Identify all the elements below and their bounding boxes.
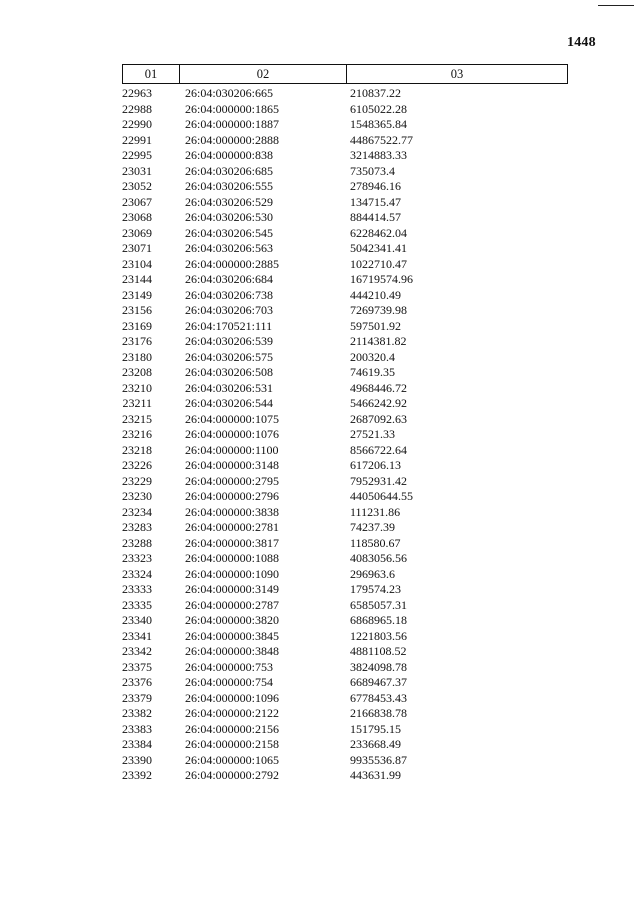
table-row <box>122 102 568 118</box>
value-cell: 151795.15 <box>350 721 401 736</box>
value-cell: 1022710.47 <box>350 256 407 271</box>
value-cell: 7269739.98 <box>350 303 407 317</box>
cadastral-number-cell: 26:04:000000:2885 <box>185 256 280 271</box>
value-cell: 884414.57 <box>350 210 401 224</box>
cadastral-number-cell: 26:04:000000:2781 <box>185 520 280 534</box>
value-cell: 44050644.55 <box>350 489 413 503</box>
value-cell: 210837.22 <box>350 86 401 100</box>
row-number-cell: 23169 <box>122 318 152 333</box>
table-row <box>122 164 568 180</box>
row-number-cell: 23324 <box>122 566 152 581</box>
value-cell: 2166838.78 <box>350 706 407 720</box>
row-number-cell: 22990 <box>122 117 152 131</box>
cadastral-number-cell: 26:04:000000:1065 <box>185 752 280 767</box>
table-row <box>122 226 568 242</box>
value-cell: 1221803.56 <box>350 628 407 643</box>
value-cell: 1548365.84 <box>350 117 407 131</box>
table-row <box>122 489 568 505</box>
column-header-03: 03 <box>450 67 464 81</box>
cadastral-number-cell: 26:04:000000:753 <box>185 659 274 674</box>
table-row <box>122 195 568 211</box>
cadastral-number-cell: 26:04:000000:2792 <box>185 768 280 782</box>
table-row <box>122 86 568 102</box>
row-number-cell: 23226 <box>122 458 152 472</box>
cadastral-number-cell: 26:04:030206:563 <box>185 241 274 255</box>
row-number-cell: 23176 <box>122 334 152 348</box>
row-number-cell: 23340 <box>122 613 152 627</box>
value-cell: 179574.23 <box>350 582 401 596</box>
cadastral-number-cell: 26:04:030206:544 <box>185 396 274 410</box>
cadastral-number-cell: 26:04:000000:1887 <box>185 117 280 131</box>
table-row <box>122 427 568 443</box>
table-row <box>122 629 568 645</box>
cadastral-number-cell: 26:04:030206:665 <box>185 86 274 100</box>
row-number-cell: 23180 <box>122 349 152 364</box>
value-cell: 5042341.41 <box>350 241 407 255</box>
value-cell: 6778453.43 <box>350 690 407 705</box>
cadastral-number-cell: 26:04:000000:1075 <box>185 411 280 426</box>
table-row <box>122 567 568 583</box>
table-row <box>122 737 568 753</box>
row-number-cell: 23215 <box>122 411 152 426</box>
row-number-cell: 23229 <box>122 473 152 488</box>
value-cell: 16719574.96 <box>350 272 413 286</box>
cadastral-number-cell: 26:04:030206:529 <box>185 194 274 209</box>
table-row <box>122 319 568 335</box>
table-row <box>122 412 568 428</box>
row-number-cell: 22988 <box>122 101 152 116</box>
table-row <box>122 334 568 350</box>
cadastral-number-cell: 26:04:000000:3838 <box>185 504 280 519</box>
value-cell: 4881108.52 <box>350 644 407 658</box>
table-row <box>122 133 568 149</box>
cadastral-number-cell: 26:04:000000:1076 <box>185 427 280 441</box>
value-cell: 74619.35 <box>350 365 395 379</box>
cadastral-number-cell: 26:04:000000:754 <box>185 675 274 689</box>
table-row <box>122 288 568 304</box>
value-cell: 200320.4 <box>350 349 395 364</box>
row-number-cell: 23375 <box>122 659 152 674</box>
table-row <box>122 706 568 722</box>
row-number-cell: 23342 <box>122 644 152 658</box>
value-cell: 296963.6 <box>350 566 395 581</box>
value-cell: 3824098.78 <box>350 659 407 674</box>
cadastral-number-cell: 26:04:030206:545 <box>185 225 274 240</box>
value-cell: 6228462.04 <box>350 225 407 240</box>
table-row <box>122 675 568 691</box>
row-number-cell: 23323 <box>122 551 152 565</box>
table-row <box>122 505 568 521</box>
row-number-cell: 23384 <box>122 737 152 751</box>
row-number-cell: 23216 <box>122 427 152 441</box>
row-number-cell: 23383 <box>122 721 152 736</box>
data-table <box>122 64 568 784</box>
value-cell: 278946.16 <box>350 179 401 193</box>
table-row <box>122 350 568 366</box>
table-row <box>122 644 568 660</box>
cadastral-number-cell: 26:04:000000:2158 <box>185 737 280 751</box>
row-number-cell: 23031 <box>122 163 152 178</box>
value-cell: 111231.86 <box>350 504 401 519</box>
row-number-cell: 23156 <box>122 303 152 317</box>
row-number-cell: 22991 <box>122 132 152 147</box>
row-number-cell: 23333 <box>122 582 152 596</box>
cadastral-number-cell: 26:04:000000:3848 <box>185 644 280 658</box>
table-row <box>122 753 568 769</box>
page-number: 1448 <box>567 35 596 50</box>
value-cell: 9935536.87 <box>350 752 407 767</box>
table-row <box>122 520 568 536</box>
cadastral-number-cell: 26:04:000000:2122 <box>185 706 280 720</box>
cadastral-number-cell: 26:04:000000:3817 <box>185 535 280 550</box>
value-cell: 2687092.63 <box>350 411 407 426</box>
row-number-cell: 23211 <box>122 396 152 410</box>
cadastral-number-cell: 26:04:170521:111 <box>185 318 273 333</box>
cadastral-number-cell: 26:04:000000:1090 <box>185 566 280 581</box>
cadastral-number-cell: 26:04:030206:684 <box>185 272 274 286</box>
cadastral-number-cell: 26:04:030206:738 <box>185 287 274 302</box>
cadastral-number-cell: 26:04:030206:531 <box>185 380 274 395</box>
table-row <box>122 303 568 319</box>
table-row <box>122 474 568 490</box>
value-cell: 735073.4 <box>350 163 395 178</box>
row-number-cell: 23234 <box>122 504 152 519</box>
value-cell: 2114381.82 <box>350 334 407 348</box>
value-cell: 6868965.18 <box>350 613 407 627</box>
table-row <box>122 722 568 738</box>
cadastral-number-cell: 26:04:000000:3148 <box>185 458 280 472</box>
table-row <box>122 210 568 226</box>
value-cell: 5466242.92 <box>350 396 407 410</box>
value-cell: 4968446.72 <box>350 380 407 395</box>
cadastral-number-cell: 26:04:030206:703 <box>185 303 274 317</box>
value-cell: 6689467.37 <box>350 675 407 689</box>
value-cell: 4083056.56 <box>350 551 407 565</box>
row-number-cell: 23376 <box>122 675 152 689</box>
row-number-cell: 23210 <box>122 380 152 395</box>
table-header <box>122 64 568 84</box>
value-cell: 617206.13 <box>350 458 401 472</box>
cadastral-number-cell: 26:04:030206:530 <box>185 210 274 224</box>
cadastral-number-cell: 26:04:000000:1100 <box>185 442 279 457</box>
value-cell: 74237.39 <box>350 520 395 534</box>
table-row <box>122 598 568 614</box>
table-row <box>122 613 568 629</box>
table-row <box>122 257 568 273</box>
cadastral-number-cell: 26:04:000000:2156 <box>185 721 280 736</box>
row-number-cell: 22963 <box>122 86 152 100</box>
row-number-cell: 23341 <box>122 628 152 643</box>
cadastral-number-cell: 26:04:000000:2888 <box>185 132 280 147</box>
column-header-01: 01 <box>123 65 180 83</box>
table-row <box>122 443 568 459</box>
cadastral-number-cell: 26:04:030206:508 <box>185 365 274 379</box>
table-row <box>122 365 568 381</box>
cadastral-number-cell: 26:04:030206:555 <box>185 179 274 193</box>
row-number-cell: 23144 <box>122 272 152 286</box>
table-row <box>122 458 568 474</box>
cadastral-number-cell: 26:04:000000:3845 <box>185 628 280 643</box>
row-number-cell: 23068 <box>122 210 152 224</box>
value-cell: 8566722.64 <box>350 442 407 457</box>
cadastral-number-cell: 26:04:000000:1096 <box>185 690 280 705</box>
table-body <box>122 84 568 784</box>
cadastral-number-cell: 26:04:000000:1088 <box>185 551 280 565</box>
value-cell: 233668.49 <box>350 737 401 751</box>
cadastral-number-cell: 26:04:000000:2795 <box>185 473 280 488</box>
value-cell: 3214883.33 <box>350 148 407 162</box>
value-cell: 27521.33 <box>350 427 395 441</box>
value-cell: 6105022.28 <box>350 101 407 116</box>
row-number-cell: 23104 <box>122 256 152 271</box>
cadastral-number-cell: 26:04:030206:575 <box>185 349 274 364</box>
row-number-cell: 23067 <box>122 194 152 209</box>
row-number-cell: 23392 <box>122 768 152 782</box>
row-number-cell: 23218 <box>122 442 152 457</box>
cadastral-number-cell: 26:04:000000:1865 <box>185 101 280 116</box>
row-number-cell: 22995 <box>122 148 152 162</box>
table-row <box>122 179 568 195</box>
value-cell: 444210.49 <box>350 287 401 302</box>
value-cell: 443631.99 <box>350 768 401 782</box>
table-row <box>122 396 568 412</box>
table-row <box>122 241 568 257</box>
cadastral-number-cell: 26:04:000000:3820 <box>185 613 280 627</box>
table-row <box>122 536 568 552</box>
table-row <box>122 272 568 288</box>
cadastral-number-cell: 26:04:030206:685 <box>185 163 274 178</box>
row-number-cell: 23069 <box>122 225 152 240</box>
row-number-cell: 23208 <box>122 365 152 379</box>
value-cell: 44867522.77 <box>350 132 413 147</box>
value-cell: 134715.47 <box>350 194 401 209</box>
row-number-cell: 23379 <box>122 690 152 705</box>
table-row <box>122 768 568 784</box>
row-number-cell: 23335 <box>122 597 152 612</box>
row-number-cell: 23071 <box>122 241 152 255</box>
table-row <box>122 660 568 676</box>
row-number-cell: 23052 <box>122 179 152 193</box>
table-row <box>122 582 568 598</box>
table-row <box>122 148 568 164</box>
value-cell: 6585057.31 <box>350 597 407 612</box>
row-number-cell: 23288 <box>122 535 152 550</box>
row-number-cell: 23283 <box>122 520 152 534</box>
top-rule <box>598 5 634 6</box>
value-cell: 7952931.42 <box>350 473 407 488</box>
cadastral-number-cell: 26:04:000000:3149 <box>185 582 280 596</box>
table-row <box>122 117 568 133</box>
table-row <box>122 551 568 567</box>
row-number-cell: 23382 <box>122 706 152 720</box>
cadastral-number-cell: 26:04:030206:539 <box>185 334 274 348</box>
cadastral-number-cell: 26:04:000000:838 <box>185 148 274 162</box>
value-cell: 118580.67 <box>350 535 401 550</box>
row-number-cell: 23230 <box>122 489 152 503</box>
column-header-02: 02 <box>180 65 347 83</box>
cadastral-number-cell: 26:04:000000:2787 <box>185 597 280 612</box>
table-row <box>122 691 568 707</box>
cadastral-number-cell: 26:04:000000:2796 <box>185 489 280 503</box>
row-number-cell: 23390 <box>122 752 152 767</box>
table-row <box>122 381 568 397</box>
row-number-cell: 23149 <box>122 287 152 302</box>
value-cell: 597501.92 <box>350 318 401 333</box>
